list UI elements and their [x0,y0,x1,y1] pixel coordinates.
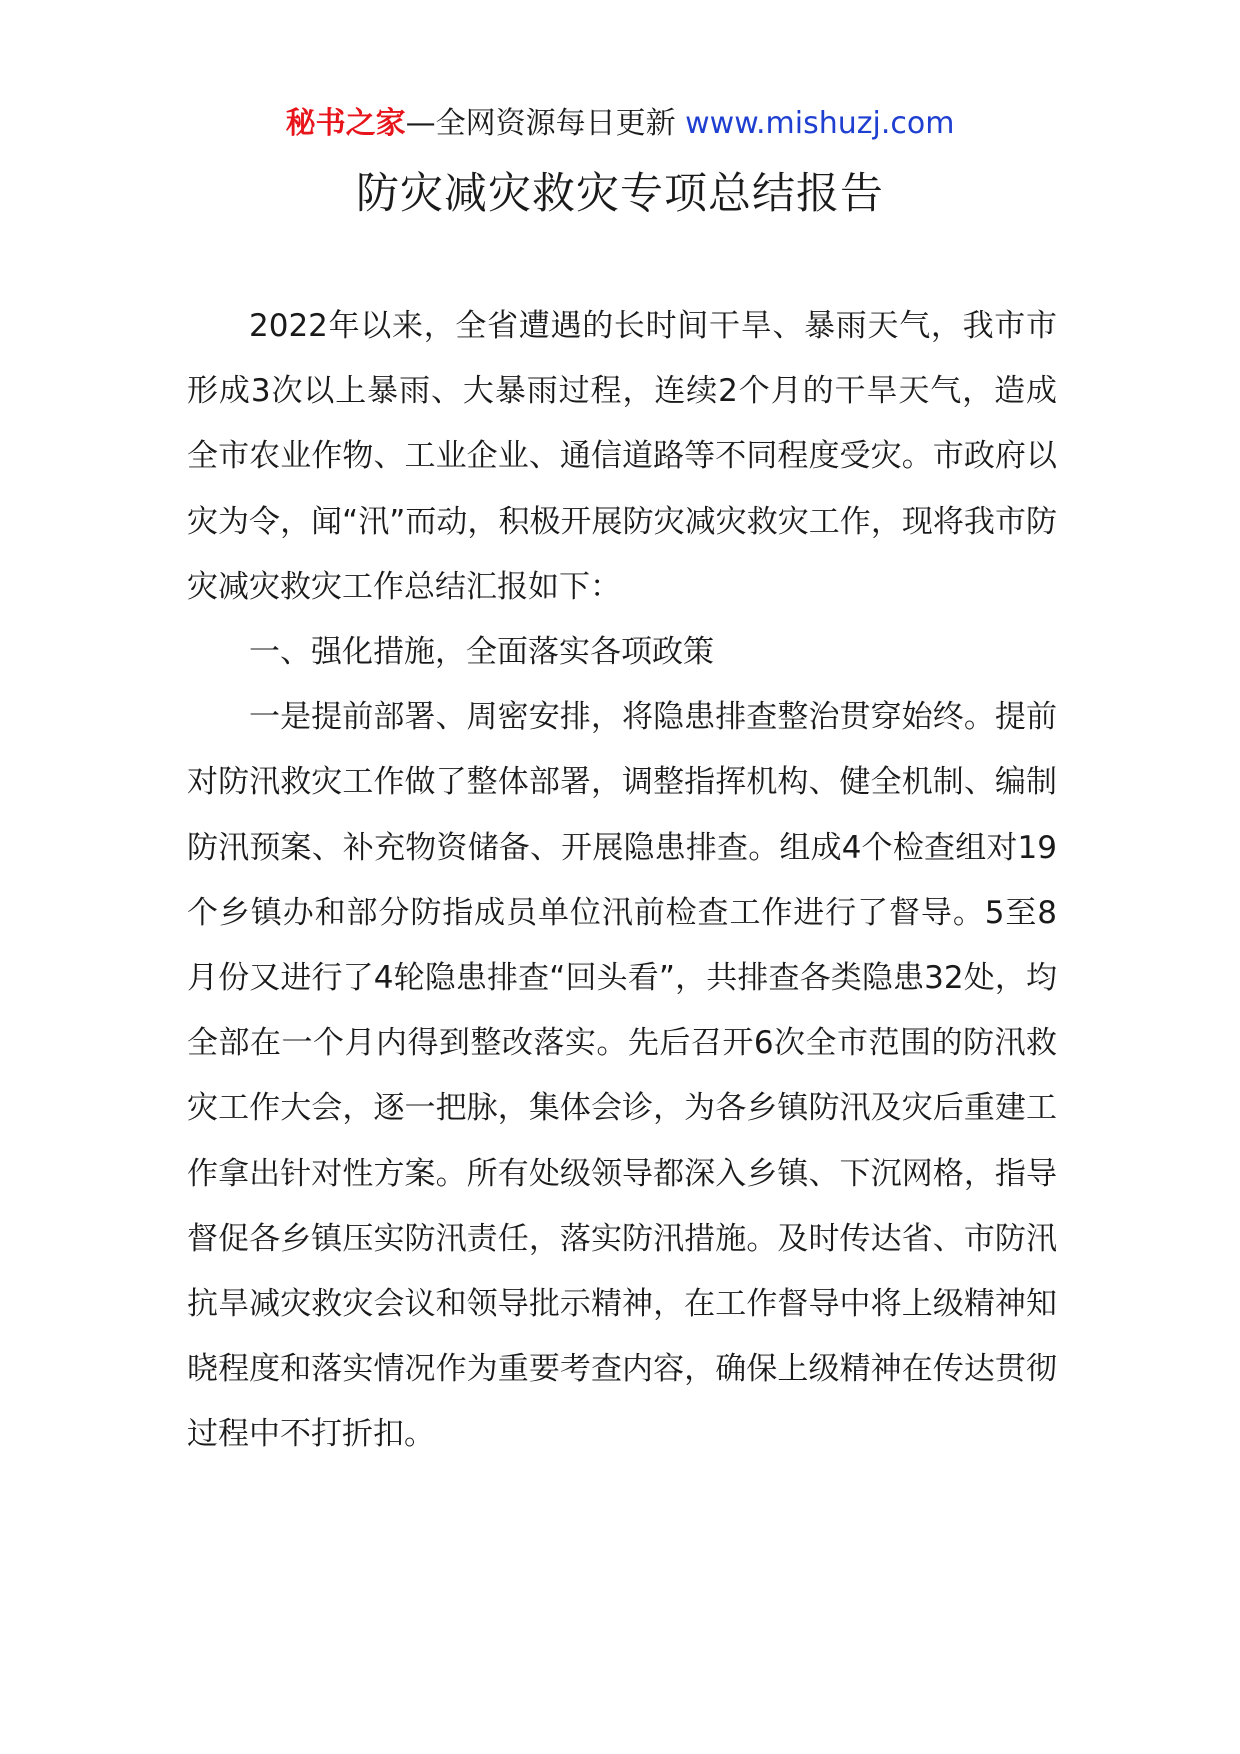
document-body [187,294,1057,1468]
site-brand: 秘书之家 [285,106,406,141]
intro-paragraph: 2022年以来，全省遭遇的长时间干旱、暴雨天气，我市市形成3次以上暴雨、大暴雨过程，连续2个月的干旱天气，造成全市农业作物、工业企业、通信道路等不同程度受灾。市政府以灾为令，闻“汛”而动，积极开展防灾减灾救灾工作，现将我市防灾减灾救灾工作总结汇报如下： [187,308,1057,605]
document-title: 防灾减灾救灾专项总结报告 [356,169,884,219]
site-header [0,102,1240,146]
section-heading: 一、强化措施，全面落实各项政策 [249,634,714,671]
site-tagline: —全网资源每日更新 [405,106,676,141]
site-url-link[interactable]: www.mishuzj.com [685,106,955,141]
body-paragraph: 一是提前部署、周密安排，将隐患排查整治贯穿始终。提前对防汛救灾工作做了整体部署，调整指挥机构、健全机制、编制防汛预案、补充物资储备、开展隐患排查。组成4个检查组对19个乡镇办和部分防指成员单位汛前检查工作进行了督导。5至8月份又进行了4轮隐患排查“回头看”，共排查各类隐患32处，均全部在一个月内得到整改落实。先后召开6次全市范围的防汛救灾工作大会，逐一把脉，集体会诊，为各乡镇防汛及灾后重建工作拿出针对性方案。所有处级领导都深入乡镇、下沉网格，指导督促各乡镇压实防汛责任，落实防汛措施。及时传达省、市防汛抗旱减灾救灾会议和领导批示精神，在工作督导中将上级精神知晓程度和落实情况作为重要考查内容，确保上级精神在传达贯彻过程中不打折扣。 [187,699,1057,1453]
